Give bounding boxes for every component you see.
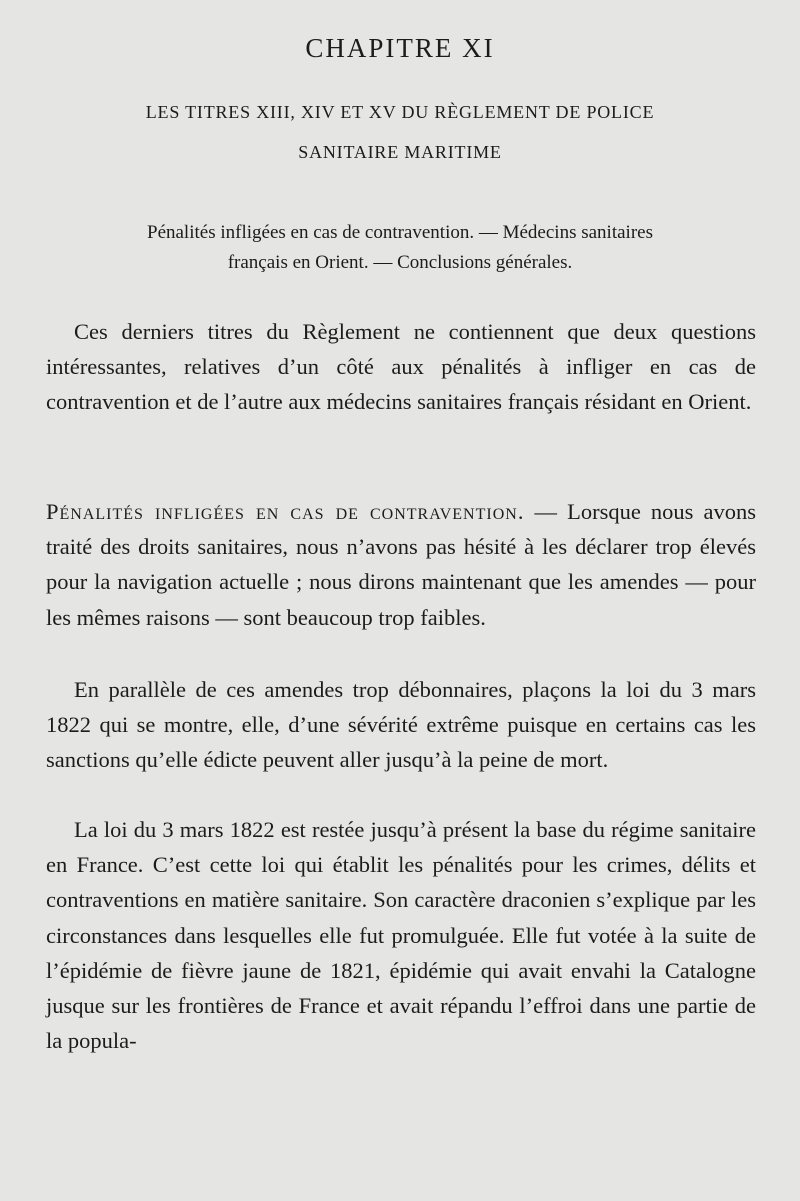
paragraph-penalites-body: — Lorsque nous avons traité des droits sanitaires, nous n’avons pas hésité à les déclarer trop élevés pour la navigation actuelle ; nous dirons maintenant que les amendes — pour les mêmes raisons — sont beaucoup trop faibles. — [46, 499, 757, 630]
section-heading-penalites: Pénalités infligées en cas de contravention. — [46, 499, 525, 524]
chapter-summary-line-1: Pénalités infligées en cas de contravention. — Médecins sanitaires — [147, 222, 653, 243]
chapter-title: CHAPITRE XI — [305, 33, 495, 63]
chapter-summary — [44, 218, 756, 278]
chapter-subtitle-line-1: LES TITRES XIII, XIV ET XV DU RÈGLEMENT DE POLICE — [145, 102, 655, 122]
chapter-subtitle-line-2: SANITAIRE MARITIME — [298, 142, 502, 162]
chapter-subtitle — [40, 92, 760, 172]
paragraph-loi-1822: En parallèle de ces amendes trop débonnaires, plaçons la loi du 3 mars 1822 qui se montre, elle, d’une sévérité extrême puisque en certains cas les sanctions qu’elle édicte peuvent aller jusqu’à la peine de mort. — [46, 677, 756, 773]
paragraph-intro: Ces derniers titres du Règlement ne contiennent que deux questions intéressantes, relatives d’un côté aux pénalités à infliger en cas de contravention et de l’autre aux médecins sanitaires français résidant en Orient. — [46, 319, 756, 415]
chapter-summary-line-2: français en Orient. — Conclusions générales. — [227, 252, 573, 273]
paragraph-penalites — [46, 494, 756, 635]
paragraph-regime-sanitaire: La loi du 3 mars 1822 est restée jusqu’à présent la base du régime sanitaire en France. C’est cette loi qui établit les pénalités pour les crimes, délits et contraventions en matière sanitaire. Son caractère draconien s’explique par les circonstances dans lesquelles elle fut promulguée. Elle fut votée à la suite de l’épidémie de fièvre jaune de 1821, épidémie qui avait envahi la Catalogne jusque sur les frontières de France et avait répandu l’effroi dans une partie de la popula- — [46, 817, 756, 1054]
